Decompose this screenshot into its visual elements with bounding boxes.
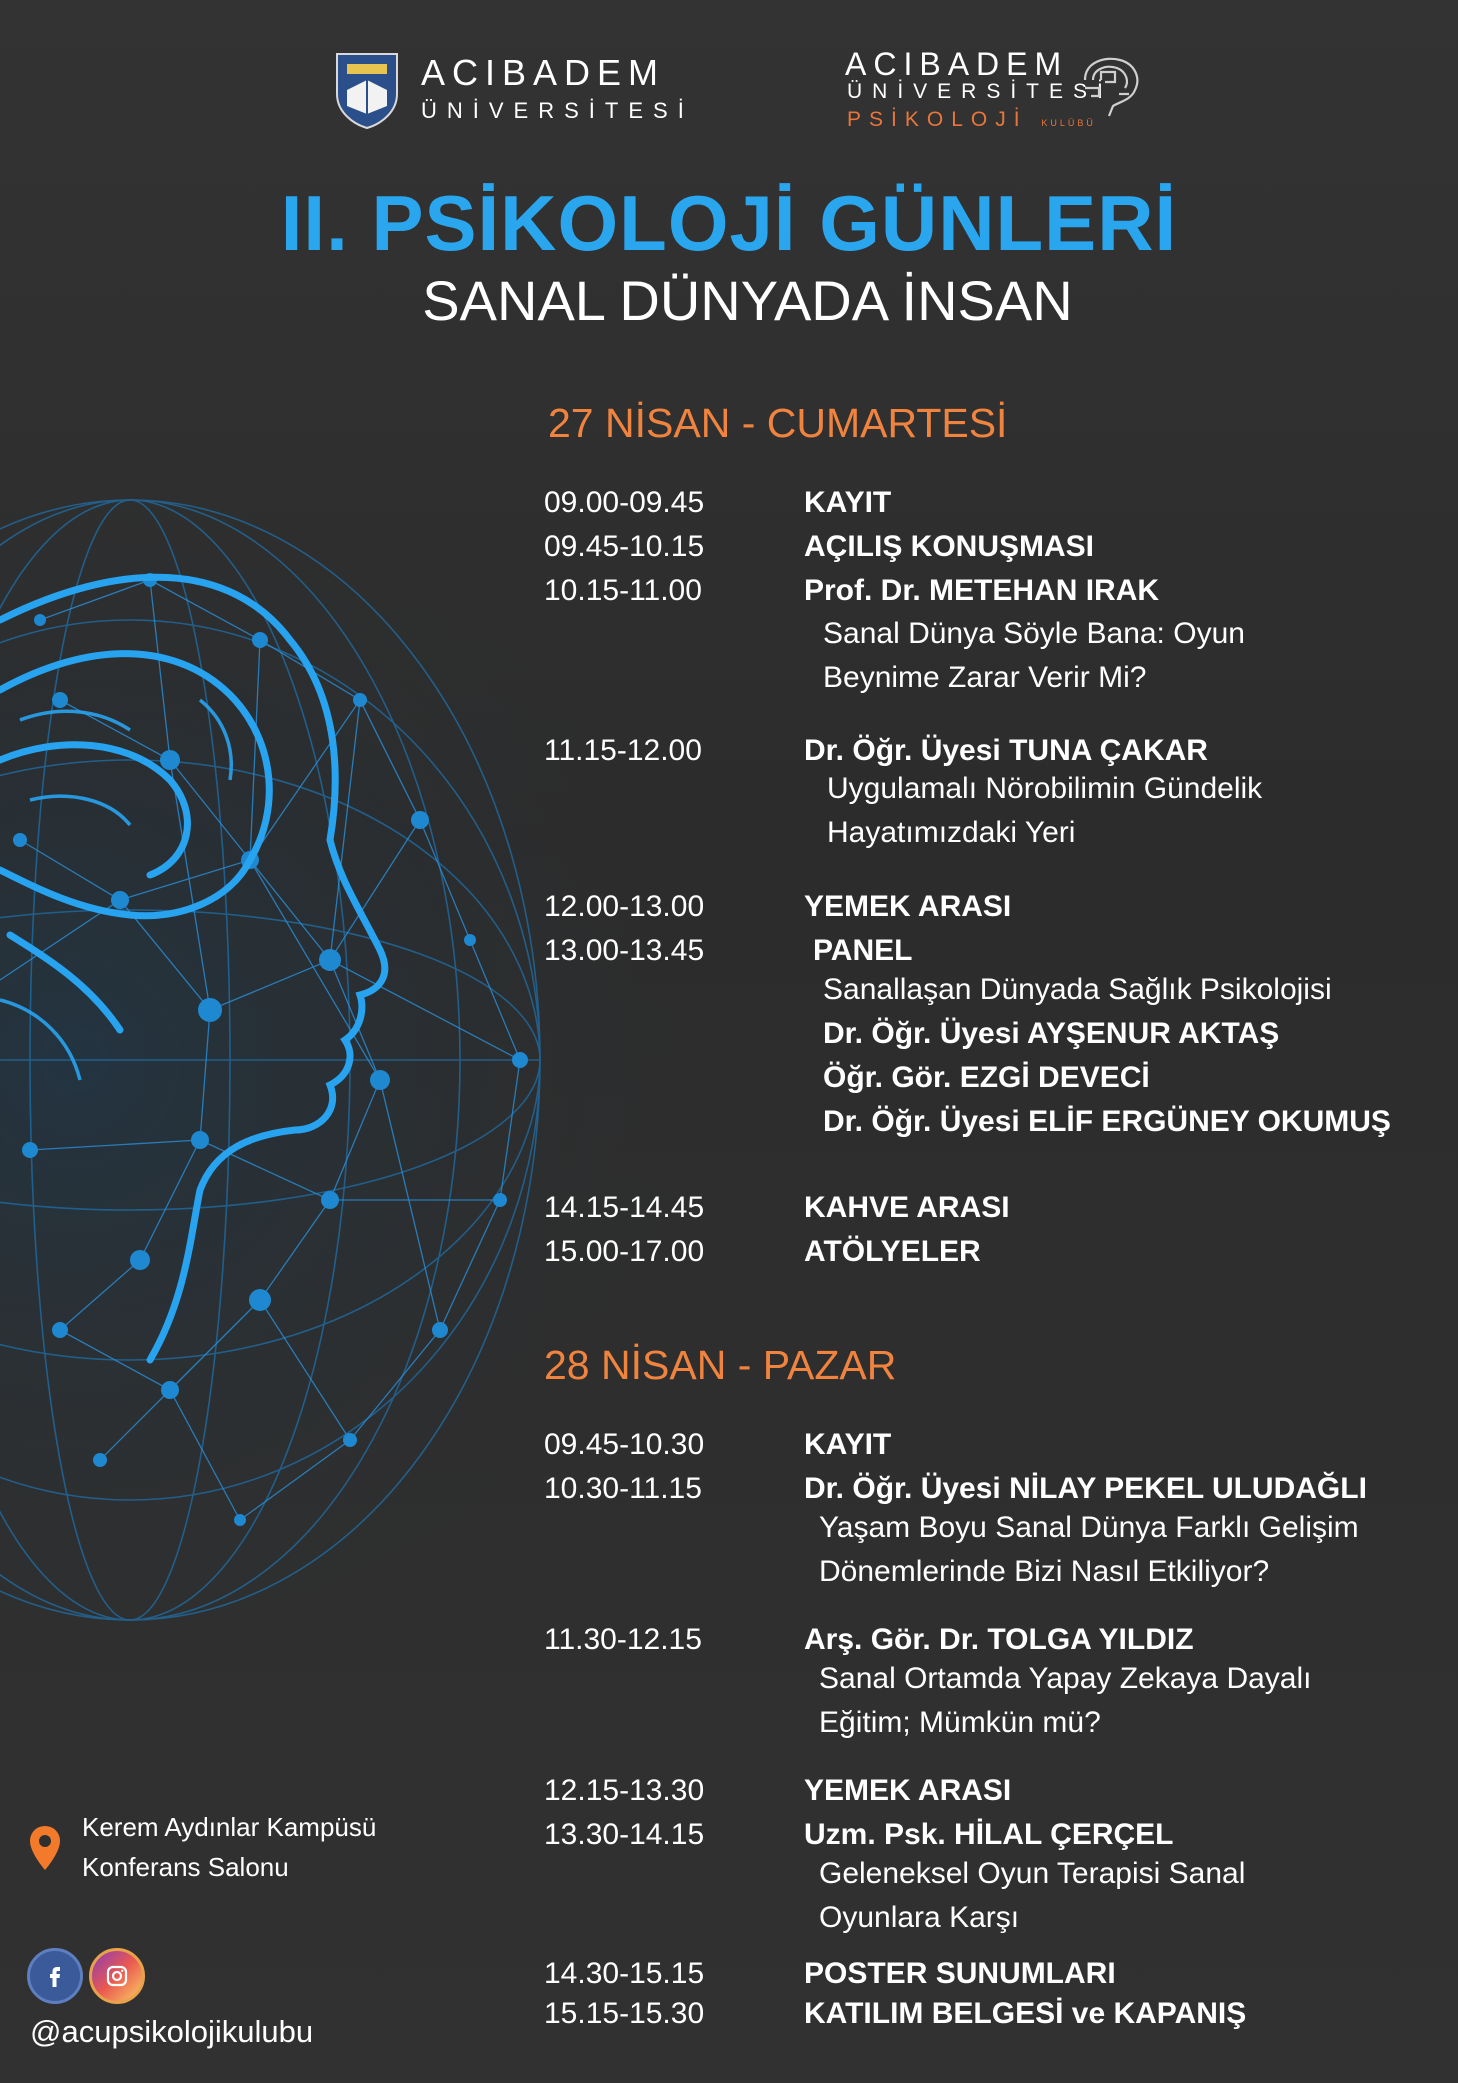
facebook-icon[interactable]: [27, 1948, 83, 2004]
schedule-time: 09.45-10.30: [544, 1428, 705, 1461]
logo-right-club-name: PSİKOLOJİ: [847, 108, 1028, 131]
schedule-time: 11.30-12.15: [544, 1623, 702, 1656]
logo-left-name: ACIBADEM: [421, 52, 666, 93]
schedule-time: 14.30-15.15: [544, 1957, 705, 1990]
day2-heading: 28 NİSAN - PAZAR: [544, 1342, 897, 1388]
maze-brain-icon: [1075, 50, 1145, 120]
schedule-title: YEMEK ARASI: [804, 1774, 1012, 1807]
talk-description: Beynime Zarar Verir Mi?: [823, 661, 1147, 694]
schedule-title: PANEL: [813, 934, 913, 967]
venue-line1: Kerem Aydınlar Kampüsü: [82, 1812, 377, 1842]
schedule-title: Dr. Öğr. Üyesi TUNA ÇAKAR: [804, 734, 1208, 767]
schedule-title: YEMEK ARASI: [804, 890, 1012, 923]
panel-topic: Sanallaşan Dünyada Sağlık Psikolojisi: [823, 973, 1332, 1006]
schedule-title: Arş. Gör. Dr. TOLGA YILDIZ: [804, 1623, 1194, 1656]
talk-description: Hayatımızdaki Yeri: [827, 816, 1076, 849]
social-handle[interactable]: @acupsikolojikulubu: [30, 2014, 314, 2049]
schedule-title: KAYIT: [804, 486, 892, 519]
schedule-title: POSTER SUNUMLARI: [804, 1957, 1116, 1990]
panel-speaker: Dr. Öğr. Üyesi ELİF ERGÜNEY OKUMUŞ: [823, 1105, 1391, 1138]
event-title: II. PSİKOLOJİ GÜNLERİ: [280, 179, 1178, 267]
schedule-title: AÇILIŞ KONUŞMASI: [804, 530, 1095, 563]
talk-description: Dönemlerinde Bizi Nasıl Etkiliyor?: [819, 1555, 1270, 1588]
schedule-title: KATILIM BELGESİ ve KAPANIŞ: [804, 1997, 1247, 2030]
schedule-title: KAHVE ARASI: [804, 1191, 1010, 1224]
talk-description: Yaşam Boyu Sanal Dünya Farklı Gelişim: [819, 1511, 1359, 1544]
event-subtitle: SANAL DÜNYADA İNSAN: [422, 269, 1073, 332]
talk-description: Uygulamalı Nörobilimin Gündelik: [827, 772, 1263, 805]
panel-speaker: Öğr. Gör. EZGİ DEVECİ: [823, 1061, 1150, 1094]
map-pin-icon: [28, 1824, 62, 1872]
logo-right-name: ACIBADEM: [845, 46, 1069, 82]
schedule-time: 15.00-17.00: [544, 1235, 705, 1268]
instagram-icon[interactable]: [89, 1948, 145, 2004]
logo-right-club-small: KULÜBÜ: [1041, 118, 1096, 128]
talk-description: Sanal Dünya Söyle Bana: Oyun: [823, 617, 1245, 650]
schedule-time: 12.15-13.30: [544, 1774, 705, 1807]
schedule-time: 11.15-12.00: [544, 734, 702, 767]
schedule-time: 09.00-09.45: [544, 486, 705, 519]
talk-description: Oyunlara Karşı: [819, 1901, 1020, 1934]
venue-line2: Konferans Salonu: [82, 1852, 289, 1882]
schedule-time: 12.00-13.00: [544, 890, 705, 923]
schedule-time: 10.15-11.00: [544, 574, 702, 607]
schedule-time: 13.30-14.15: [544, 1818, 705, 1851]
schedule-time: 09.45-10.15: [544, 530, 705, 563]
day1-heading: 27 NİSAN - CUMARTESİ: [548, 400, 1008, 446]
logo-left-sub: ÜNİVERSİTESİ: [421, 98, 694, 123]
logo-right-club: [847, 108, 1096, 132]
schedule-title: Dr. Öğr. Üyesi NİLAY PEKEL ULUDAĞLI: [804, 1472, 1367, 1505]
logo-right-sub: ÜNİVERSİTESİ: [847, 80, 1113, 103]
schedule-title: Uzm. Psk. HİLAL ÇERÇEL: [804, 1818, 1174, 1851]
talk-description: Eğitim; Mümkün mü?: [819, 1706, 1101, 1739]
schedule-title: KAYIT: [804, 1428, 892, 1461]
talk-description: Geleneksel Oyun Terapisi Sanal: [819, 1857, 1246, 1890]
schedule-time: 10.30-11.15: [544, 1472, 702, 1505]
schedule-time: 15.15-15.30: [544, 1997, 705, 2030]
panel-speaker: Dr. Öğr. Üyesi AYŞENUR AKTAŞ: [823, 1017, 1280, 1050]
schedule-title: Prof. Dr. METEHAN IRAK: [804, 574, 1160, 607]
talk-description: Sanal Ortamda Yapay Zekaya Dayalı: [819, 1662, 1312, 1695]
schedule-time: 13.00-13.45: [544, 934, 705, 967]
schedule-time: 14.15-14.45: [544, 1191, 705, 1224]
university-crest-icon: [333, 50, 401, 130]
schedule-title: ATÖLYELER: [804, 1235, 981, 1268]
